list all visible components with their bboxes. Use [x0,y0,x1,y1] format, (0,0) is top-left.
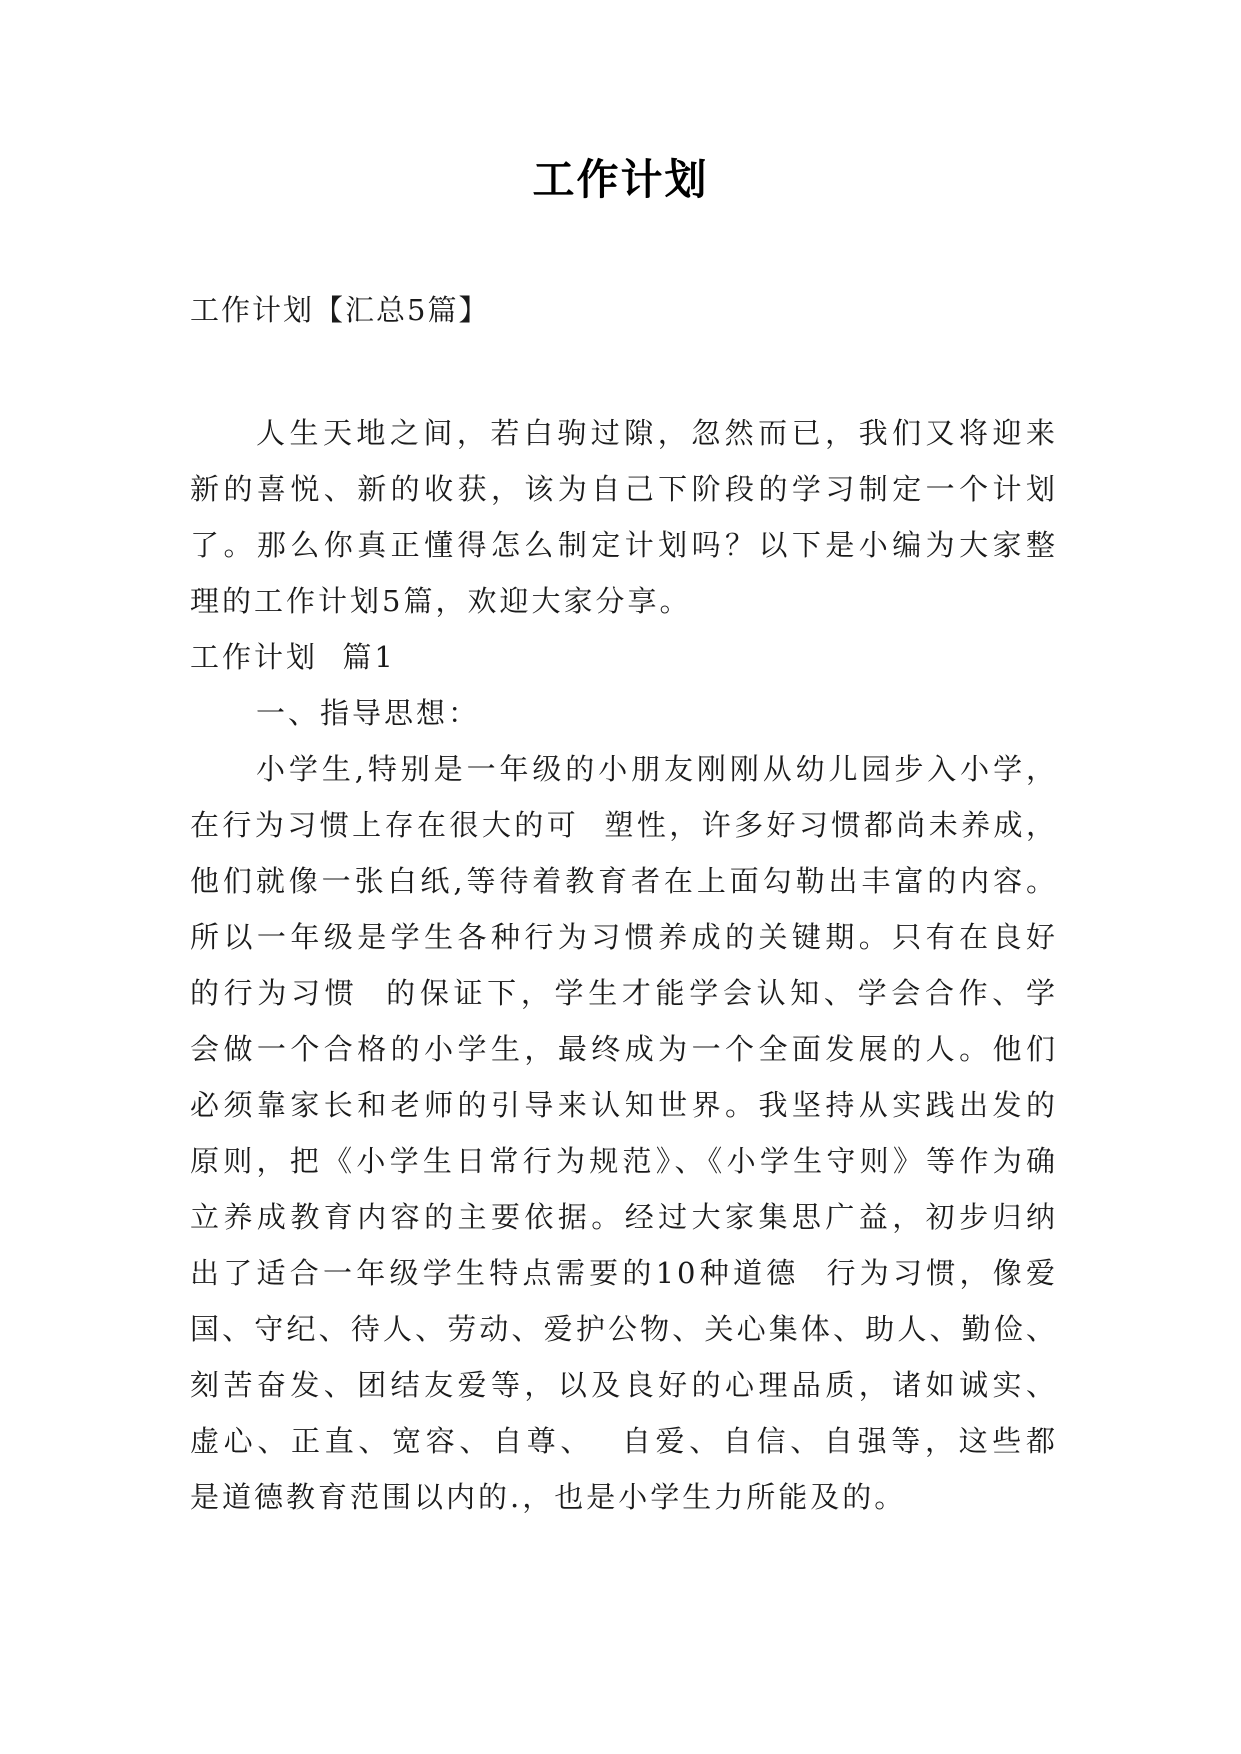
body-line: 他们就像一张白纸,等待着教育者在上面勾勒出丰富的内容。 [190,864,1058,898]
body-line: 虚心、正直、宽容、自尊、 自爱、自信、自强等，这些都 [190,1424,1058,1458]
subsection-heading: 一、指导思想： [256,696,481,730]
body-line: 必须靠家长和老师的引导来认知世界。我坚持从实践出发的 [190,1088,1058,1122]
body-line: 会做一个合格的小学生，最终成为一个全面发展的人。他们 [190,1032,1058,1066]
body-line: 国、守纪、待人、劳动、爱护公物、关心集体、助人、勤俭、 [190,1312,1058,1346]
document-subtitle: 工作计划【汇总5篇】 [190,293,490,327]
body-line: 刻苦奋发、团结友爱等，以及良好的心理品质，诸如诚实、 [190,1368,1058,1402]
intro-line: 了。那么你真正懂得怎么制定计划吗？以下是小编为大家整 [190,528,1058,562]
document-body [190,405,1058,1525]
document-title: 工作计划 [532,155,709,204]
body-line: 立养成教育内容的主要依据。经过大家集思广益，初步归纳 [190,1200,1058,1234]
intro-line: 新的喜悦、新的收获，该为自己下阶段的学习制定一个计划 [190,472,1058,506]
body-line: 所以一年级是学生各种行为习惯养成的关键期。只有在良好 [190,920,1058,954]
body-line: 出了适合一年级学生特点需要的10种道德 行为习惯，像爱 [190,1256,1058,1290]
intro-line: 人生天地之间，若白驹过隙，忽然而已，我们又将迎来 [256,416,1058,450]
body-line: 的行为习惯 的保证下，学生才能学会认知、学会合作、学 [190,976,1058,1010]
body-line: 原则，把《小学生日常行为规范》、《小学生守则》等作为确 [190,1144,1058,1178]
section-heading: 工作计划 篇1 [190,640,396,674]
intro-line: 理的工作计划5篇，欢迎大家分享。 [190,584,692,618]
body-line: 小学生,特别是一年级的小朋友刚刚从幼儿园步入小学， [256,752,1058,786]
body-line: 在行为习惯上存在很大的可 塑性，许多好习惯都尚未养成， [190,808,1058,842]
body-line: 是道德教育范围以内的.，也是小学生力所能及的。 [190,1480,907,1514]
